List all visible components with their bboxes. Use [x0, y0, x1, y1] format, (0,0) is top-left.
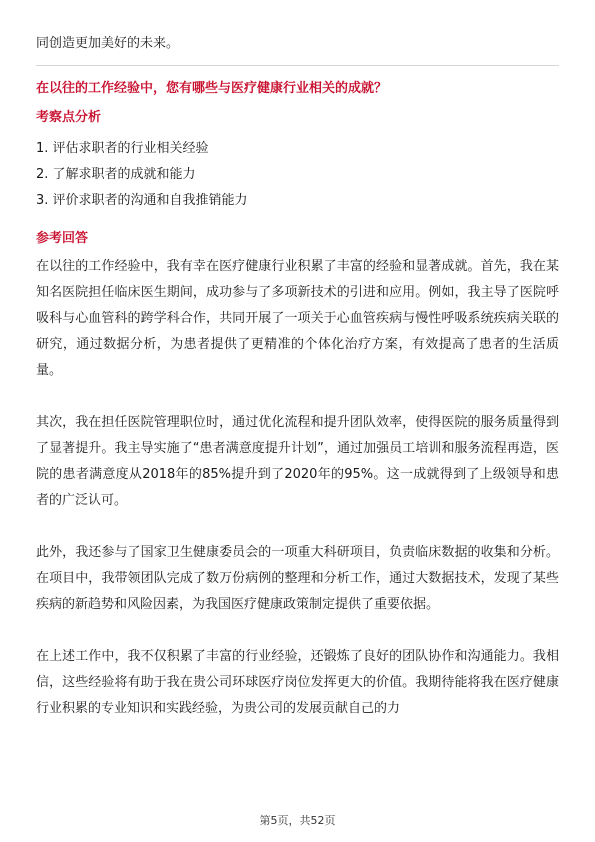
answer-paragraph: 其次，我在担任医院管理职位时，通过优化流程和提升团队效率，使得医院的服务质量得到了显著提升。我主导实施了“患者满意度提升计划”，通过加强员工培训和服务流程再造，医院的患者满意度从2018年的85%提升到了2020年的95%。这一成就得到了上级领导和患者的广泛认可。: [36, 415, 559, 508]
answer-paragraph: 在以往的工作经验中，我有幸在医疗健康行业积累了丰富的经验和显著成就。首先，我在某知名医院担任临床医生期间，成功参与了多项新技术的引进和应用。例如，我主导了医院呼吸科与心血管科的跨学科合作，共同开展了一项关于心血管疾病与慢性呼吸系统疾病关联的研究，通过数据分析，为患者提供了更精准的个体化治疗方案，有效提高了患者的生活质量。: [36, 259, 559, 378]
intro-tail-text: 同创造更加美好的未来。: [36, 36, 180, 51]
analysis-heading: 考察点分析: [36, 110, 102, 125]
analysis-item: 2. 了解求职者的成就和能力: [36, 167, 196, 182]
analysis-item: 3. 评价求职者的沟通和自我推销能力: [36, 193, 248, 208]
question-heading: 在以往的工作经验中，您有哪些与医疗健康行业相关的成就？: [36, 81, 388, 96]
page-number-footer: 第5页，共52页: [259, 814, 336, 827]
answer-paragraph: 在上述工作中，我不仅积累了丰富的行业经验，还锻炼了良好的团队协作和沟通能力。我相信，这些经验将有助于我在贵公司环球医疗岗位发挥更大的价值。我期待能将我在医疗健康行业积累的专业知识和实践经验，为贵公司的发展贡献自己的力: [36, 649, 559, 716]
analysis-list: [36, 136, 559, 214]
section-divider: [36, 65, 559, 66]
reference-heading: 参考回答: [36, 231, 89, 246]
analysis-item: 1. 评估求职者的行业相关经验: [36, 141, 209, 156]
reference-answer: [36, 254, 559, 748]
answer-paragraph: 此外，我还参与了国家卫生健康委员会的一项重大科研项目，负责临床数据的收集和分析。在项目中，我带领团队完成了数万份病例的整理和分析工作，通过大数据技术，发现了某些疾病的新趋势和风险因素，为我国医疗健康政策制定提供了重要依据。: [36, 545, 559, 612]
